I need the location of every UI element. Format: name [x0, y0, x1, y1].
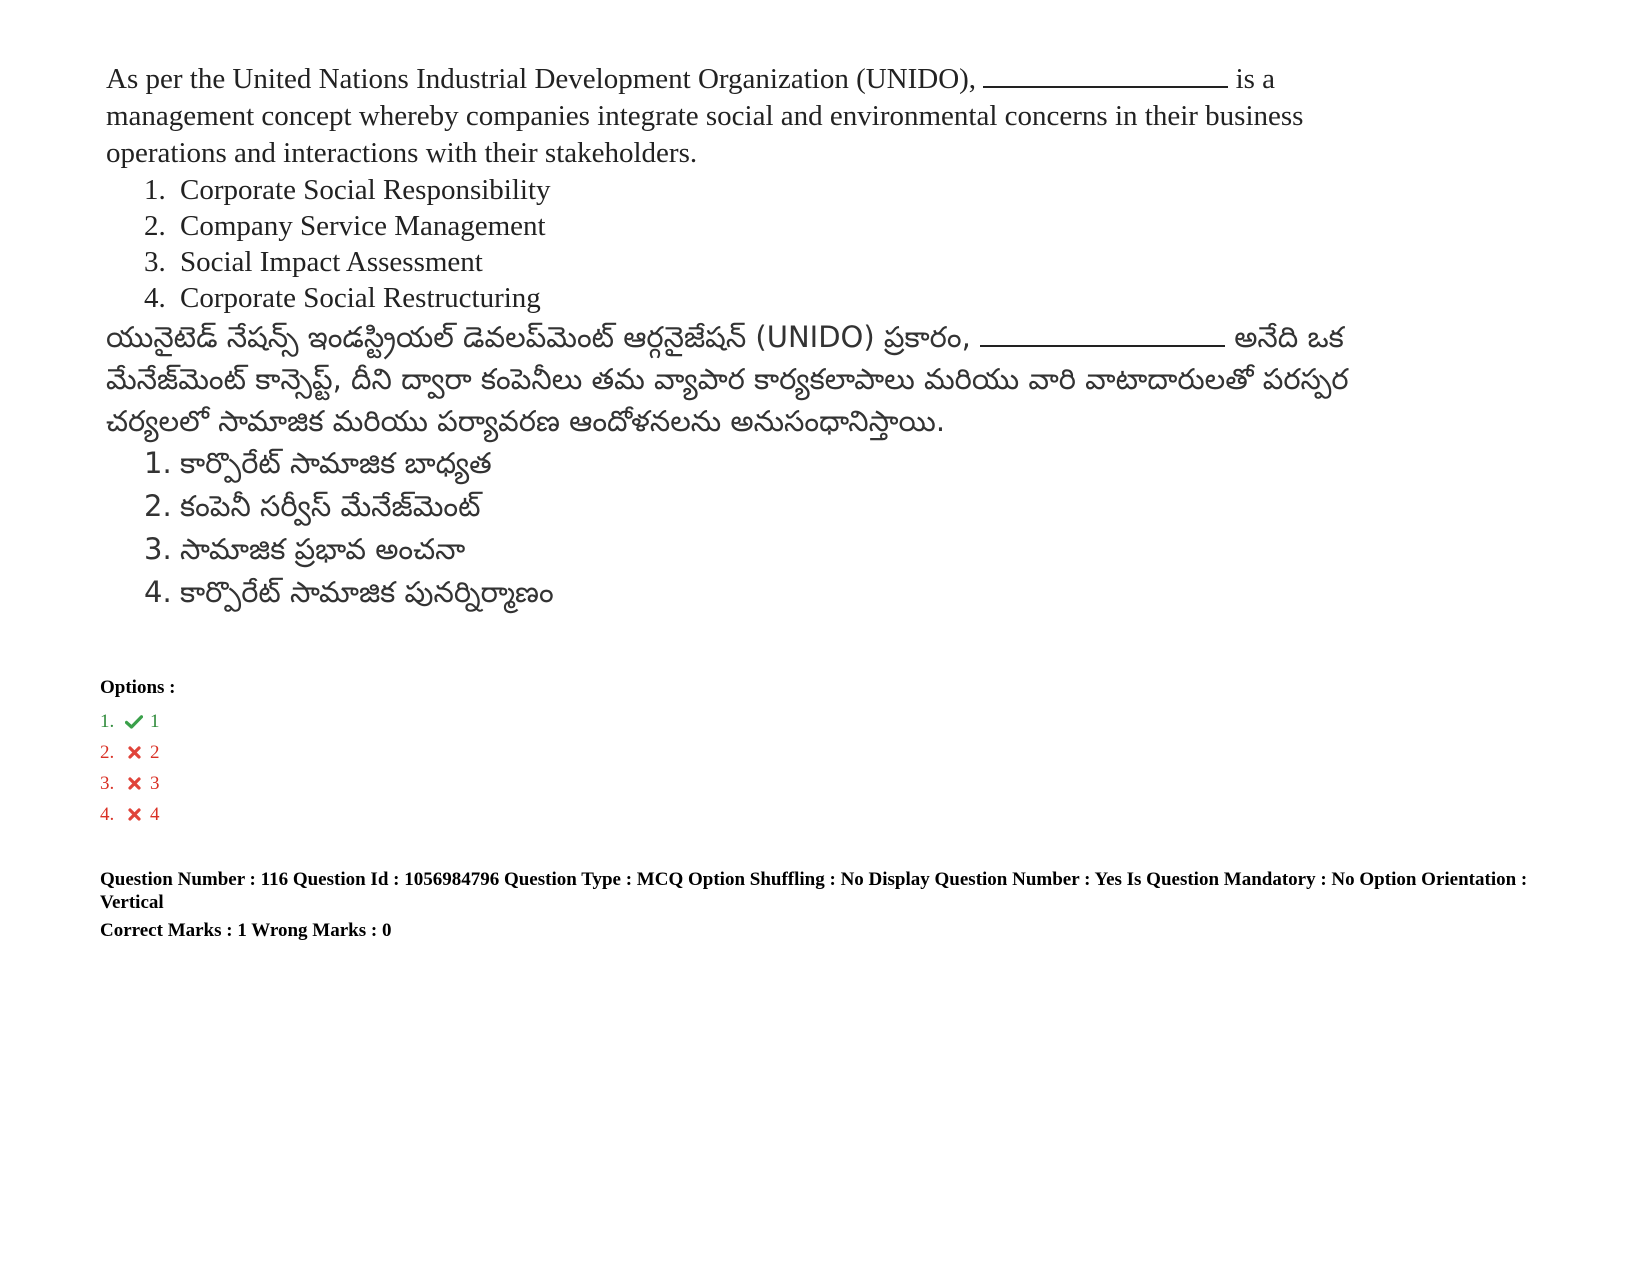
- question-metadata: [100, 868, 1560, 942]
- option-value: 3: [150, 773, 160, 794]
- option-index: 3.: [100, 773, 115, 794]
- option-row-2: [100, 737, 176, 768]
- question-text-telugu: [106, 316, 1366, 442]
- cross-icon: [122, 808, 146, 821]
- options-title: Options :: [100, 677, 176, 698]
- answer-blank: [983, 58, 1228, 88]
- question-info-line: Question Number : 116 Question Id : 1056984796 Question Type : MCQ Option Shuffling : No Display Question Number : Yes Is Question Mandatory : No Option Orientation : Vertical: [100, 869, 1528, 913]
- marks-line: Correct Marks : 1 Wrong Marks : 0: [100, 920, 392, 941]
- question-text-en-part1: As per the United Nations Industrial Development Organization (UNIDO),: [106, 63, 977, 95]
- options-section: [100, 676, 176, 830]
- option-value: 2: [150, 742, 160, 763]
- question-text-te-part2: అనేది ఒక మేనేజ్‌మెంట్ కాన్సెప్ట్, దీని ద్వారా కంపెనీలు తమ వ్యాపార కార్యకలాపాలు మరియు వారి వాటాదారులతో పరస్పర చర్యలలో సామాజిక మరియు పర్యావరణ ఆందోళనలను అనుసంధానిస్తాయి.: [106, 320, 1349, 438]
- option-index: 1.: [100, 711, 115, 732]
- option-value: 4: [150, 804, 160, 825]
- question-text-english: [106, 58, 1366, 172]
- english-choice: 1. Corporate Social Responsibility: [144, 174, 551, 206]
- option-index: 2.: [100, 742, 115, 763]
- question-text-te-part1: యునైటెడ్ నేషన్స్ ఇండస్ట్రియల్ డెవలప్‌మెంట్ ఆర్గనైజేషన్ (UNIDO) ప్రకారం,: [106, 320, 971, 354]
- english-choice: 4. Corporate Social Restructuring: [144, 282, 541, 314]
- option-index: 4.: [100, 804, 115, 825]
- english-choice: 3. Social Impact Assessment: [144, 246, 483, 278]
- question-content: [106, 58, 1366, 614]
- telugu-choice: 2. కంపెనీ సర్వీస్ మేనేజ్‌మెంట్: [144, 489, 481, 523]
- telugu-choice: 3. సామాజిక ప్రభావ అంచనా: [144, 532, 466, 566]
- telugu-choice: 1. కార్పొరేట్ సామాజిక బాధ్యత: [144, 446, 492, 480]
- option-row-1: [100, 706, 176, 737]
- telugu-choice-list: [106, 442, 1366, 614]
- cross-icon: [122, 777, 146, 790]
- telugu-choice: 4. కార్పొరేట్ సామాజిక పునర్నిర్మాణం: [144, 575, 554, 609]
- english-choice: 2. Company Service Management: [144, 210, 546, 242]
- cross-icon: [122, 746, 146, 759]
- option-row-4: [100, 799, 176, 830]
- option-row-3: [100, 768, 176, 799]
- english-choice-list: [106, 172, 1366, 316]
- answer-blank-telugu: [980, 317, 1225, 347]
- check-icon: [122, 715, 146, 729]
- option-value: 1: [150, 711, 160, 732]
- question-text-en-part2: is a management concept whereby companies integrate social and environmental concerns in their business operations and interactions with their stakeholders.: [106, 63, 1304, 169]
